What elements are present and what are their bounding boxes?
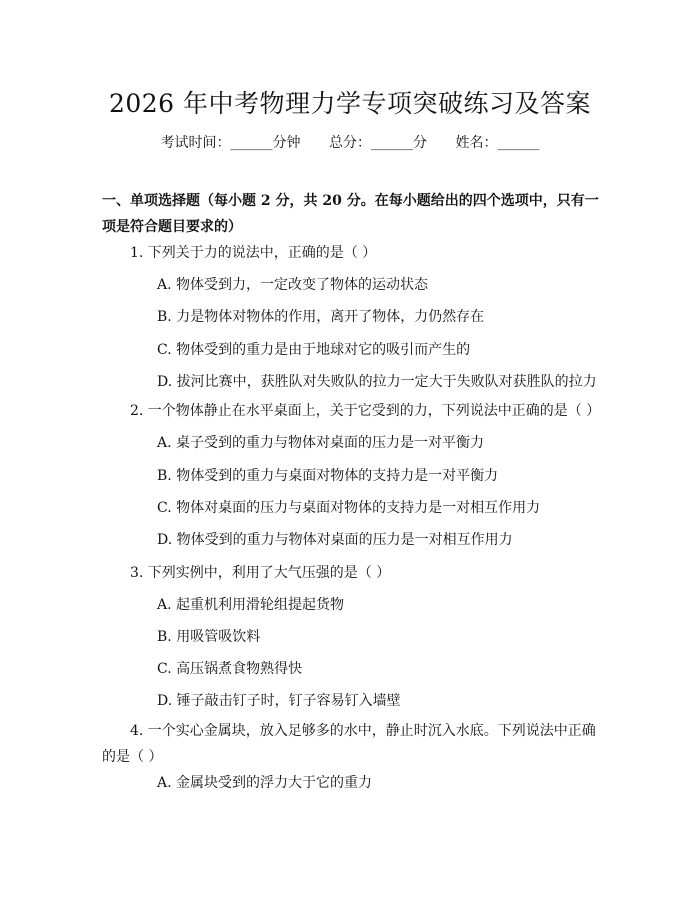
question-2-option-b: B. 物体受到的重力与桌面对物体的支持力是一对平衡力 (157, 468, 499, 484)
question-2: 2. 一个物体静止在水平桌面上，关于它受到的力，下列说法中正确的是（ ） (130, 403, 601, 419)
question-1-option-d: D. 拔河比赛中，获胜队对失败队的拉力一定大于失败队对获胜队的拉力 (157, 374, 597, 390)
question-1-option-a: A. 物体受到力，一定改变了物体的运动状态 (157, 277, 429, 293)
exam-info-line (0, 132, 700, 152)
question-1-option-b: B. 力是物体对物体的作用，离开了物体，力仍然存在 (157, 309, 485, 325)
question-3: 3. 下列实例中，利用了大气压强的是（ ） (130, 565, 391, 581)
question-1-option-c: C. 物体受到的重力是由于地球对它的吸引而产生的 (157, 342, 471, 358)
page-title: 2026 年中考物理力学专项突破练习及答案 (108, 89, 592, 118)
question-3-option-b: B. 用吸管吸饮料 (157, 629, 261, 645)
exam-time-field: 考试时间：______分钟 (160, 135, 301, 151)
question-3-option-a: A. 起重机利用滑轮组提起货物 (157, 597, 345, 613)
section-heading: 一、单项选择题（每小题 2 分，共 20 分。在每小题给出的四个选项中，只有一项是符合题目要求的） (102, 193, 599, 235)
question-1: 1. 下列关于力的说法中，正确的是（ ） (130, 245, 377, 261)
total-score-field: 总分：______分 (329, 135, 427, 151)
question-3-option-d: D. 锤子敲击钉子时，钉子容易钉入墙壁 (157, 693, 401, 709)
student-name-field: 姓名：______ (455, 135, 540, 151)
question-2-option-d: D. 物体受到的重力与物体对桌面的压力是一对相互作用力 (157, 532, 513, 548)
question-2-option-a: A. 桌子受到的重力与物体对桌面的压力是一对平衡力 (157, 435, 485, 451)
question-3-option-c: C. 高压锅煮食物熟得快 (157, 661, 303, 677)
question-4-option-a: A. 金属块受到的浮力大于它的重力 (157, 775, 373, 791)
question-4: 4. 一个实心金属块，放入足够多的水中，静止时沉入水底。下列说法中正确的是（ ） (102, 723, 596, 765)
question-2-option-c: C. 物体对桌面的压力与桌面对物体的支持力是一对相互作用力 (157, 500, 541, 516)
